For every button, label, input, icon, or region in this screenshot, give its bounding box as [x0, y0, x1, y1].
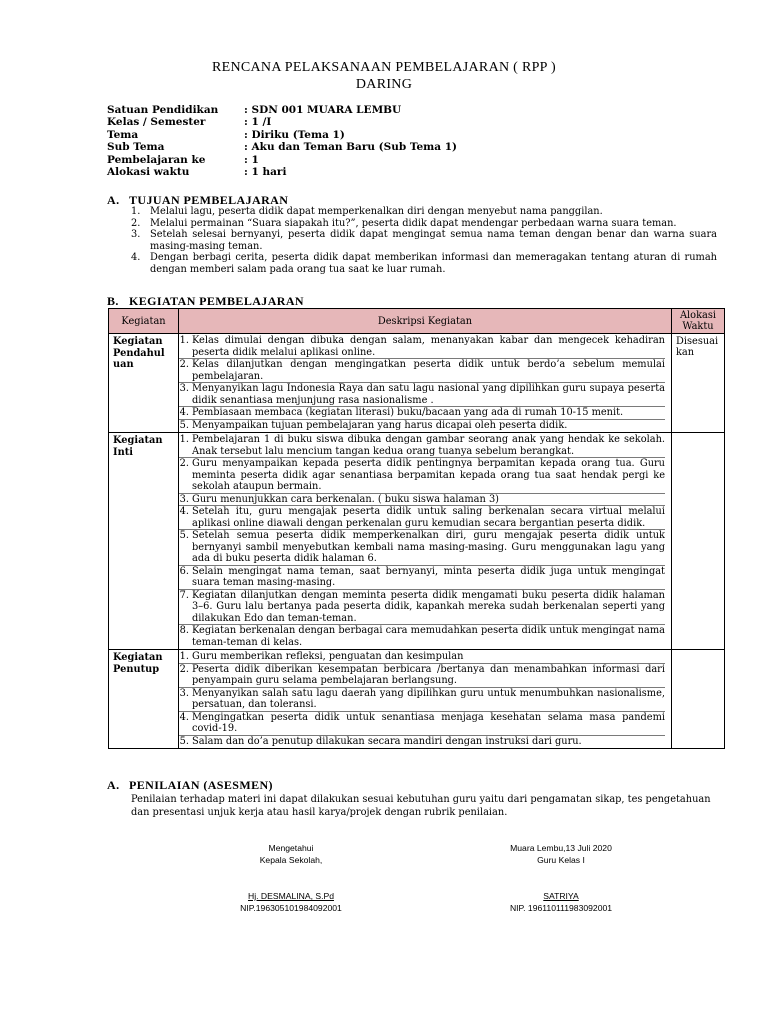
signatory-name-right: SATRIYA: [543, 891, 579, 901]
step-text: Kelas dilanjutkan dengan mengingatkan peserta didik untuk berdo’a sebelum memulai pembelajaran.: [192, 359, 665, 382]
identity-row: [107, 116, 457, 128]
step-text: Guru memberikan refleksi, penguatan dan kesimpulan: [192, 651, 464, 662]
phase-steps: [179, 334, 672, 433]
section-letter: A.: [107, 778, 120, 792]
signature-right-header: [486, 843, 636, 866]
signature-left-header: [216, 843, 366, 866]
alokasi-value: [672, 650, 725, 749]
step-number: 2.: [179, 359, 189, 370]
list-item: [131, 218, 717, 230]
step-text: Kegiatan berkenalan dengan berbagai cara memudahkan peserta didik untuk mengingat nama teman-teman di kelas.: [192, 625, 665, 648]
step-number: 4.: [179, 407, 189, 418]
step-number: 2.: [179, 458, 189, 469]
phase-label: Kegiatan Inti: [109, 433, 179, 650]
identity-value: : 1 /I: [244, 116, 272, 129]
step-number: 7.: [179, 589, 189, 601]
step-text: Guru menyampaikan kepada peserta didik pentingnya berpamitan kepada orang tua. Guru meminta peserta didik agar senantiasa berpamitan kepada orang tua saat hendak pergi ke sekolah ataupun bermain.: [192, 458, 665, 492]
identity-label: Sub Tema: [107, 141, 165, 154]
penilaian-paragraph: Penilaian terhadap materi ini dapat dilakukan sesuai kebutuhan guru yaitu dari pengamatan sikap, tes pengetahuan dan presentasi unjuk kerja atau hasil karya/projek dengan rubrik penilaian.: [131, 794, 711, 818]
table-row: [109, 650, 725, 749]
identity-label: Satuan Pendidikan: [107, 104, 219, 116]
step-item: [179, 590, 665, 626]
step-text: Kegiatan dilanjutkan dengan meminta peserta didik mengamati buku peserta didik halaman 3–6. Guru lalu bertanya pada peserta didik, kapankah mereka sudah berkenalan seperti yang dilakukan Edo dan teman-teman.: [192, 589, 665, 624]
identity-label: Kelas / Semester: [107, 116, 206, 129]
phase-label: Kegiatan Pendahul uan: [109, 334, 179, 433]
sign-left-line1: Mengetahui: [268, 843, 314, 853]
section-title: TUJUAN PEMBELAJARAN: [129, 193, 289, 207]
table-row: [109, 334, 725, 433]
step-text: Kelas dimulai dengan dibuka dengan salam, menanyakan kabar dan mengecek kehadiran peserta didik melalui aplikasi online.: [192, 335, 665, 358]
step-item: [179, 458, 665, 494]
kegiatan-table: [108, 308, 725, 749]
step-number: 3.: [179, 493, 189, 505]
step-text: Pembelajaran 1 di buku siswa dibuka dengan gambar seorang anak yang hendak ke sekolah. Anak tersebut lalu mencium tangan kedua orang tuanya sebelum berangkat.: [192, 434, 665, 457]
identity-label: Alokasi waktu: [107, 165, 190, 178]
step-number: 6.: [179, 565, 189, 577]
signatory-name-left: Hj. DESMALINA, S.Pd: [248, 891, 334, 901]
phase-steps: [179, 650, 672, 749]
identity-row: [107, 141, 457, 153]
header-alokasi: [672, 309, 725, 334]
identity-label: Tema: [107, 128, 139, 141]
step-item: [179, 566, 665, 590]
identity-block: [107, 104, 457, 178]
identity-value: : SDN 001 MUARA LEMBU: [244, 104, 402, 116]
list-item: [131, 206, 717, 218]
header-alokasi-line1: Alokasi: [679, 310, 717, 321]
step-number: 5.: [179, 530, 189, 541]
step-number: 2.: [179, 663, 189, 675]
step-number: 3.: [179, 383, 189, 394]
step-text: Salam dan do’a penutup dilakukan secara mandiri dengan instruksi dari guru.: [192, 735, 582, 747]
step-number: 1.: [179, 434, 189, 445]
step-text: Selain mengingat nama teman, saat bernyanyi, minta peserta didik juga untuk mengingat suara teman masing-masing.: [192, 565, 665, 588]
step-text: Peserta didik diberikan kesempatan berbicara /bertanya dan menambahkan informasi dari penyampain guru selama pembelajaran berlangsung.: [192, 663, 665, 686]
item-text: Setelah selesai bernyanyi, peserta didik dapat mengingat semua nama teman dengan benar dan warna suara masing-masing teman.: [150, 229, 717, 252]
sign-right-line2: Guru Kelas I: [537, 854, 585, 865]
item-number: 2.: [131, 217, 141, 229]
step-text: Setelah itu, guru mengajak peserta didik untuk saling berkenalan secara virtual melalui aplikasi online diawali dengan perkenalan guru kemudian secara bergantian peserta didik.: [192, 506, 665, 529]
table-header-row: [109, 309, 725, 334]
identity-value: : 1: [244, 153, 259, 166]
item-number: 3.: [131, 229, 141, 241]
item-text: Melalui lagu, peserta didik dapat memperkenalkan diri dengan menyebut nama panggilan.: [150, 206, 603, 217]
identity-value: : 1 hari: [244, 165, 287, 178]
item-number: 1.: [131, 206, 141, 217]
document-title: RENCANA PELAKSANAAN PEMBELAJARAN ( RPP ): [211, 60, 556, 75]
step-item: [179, 651, 665, 664]
header-kegiatan: Kegiatan: [109, 309, 179, 334]
alokasi-value: Disesuai kan: [672, 334, 725, 433]
signature-right-footer: [486, 891, 636, 914]
step-number: 5.: [179, 735, 189, 747]
step-item: [179, 530, 665, 566]
signature-left-footer: [216, 891, 366, 914]
phase-label: Kegiatan Penutup: [109, 650, 179, 749]
header-alokasi-line2: Waktu: [682, 321, 714, 332]
step-number: 3.: [179, 687, 189, 699]
identity-value: : Aku dan Teman Baru (Sub Tema 1): [244, 141, 457, 154]
item-text: Melalui permainan “Suara siapakah itu?”, peserta didik dapat mendengar perbedaan warna suara teman.: [150, 217, 677, 229]
list-item: [131, 252, 717, 275]
identity-row: [107, 104, 457, 116]
step-number: 5.: [179, 419, 189, 431]
identity-label: Pembelajaran ke: [107, 153, 206, 166]
step-item: [179, 383, 665, 407]
list-item: [131, 229, 717, 252]
section-heading-penilaian: [107, 778, 273, 793]
step-number: 4.: [179, 711, 189, 723]
step-text: Guru menunjukkan cara berkenalan. ( buku siswa halaman 3): [192, 493, 499, 505]
step-item: [179, 434, 665, 458]
step-item: [179, 359, 665, 383]
step-item: [179, 335, 665, 359]
header-deskripsi: Deskripsi Kegiatan: [179, 309, 672, 334]
step-number: 8.: [179, 625, 189, 636]
identity-row: [107, 166, 457, 178]
step-item: [179, 664, 665, 688]
alokasi-value: [672, 433, 725, 650]
document-subtitle: DARING: [355, 77, 413, 92]
step-item: [179, 407, 665, 420]
section-title: PENILAIAN (ASESMEN): [129, 778, 273, 792]
identity-value: : Diriku (Tema 1): [244, 128, 345, 141]
signatory-nip-right: NIP. 196110111983092001: [509, 902, 613, 913]
section-letter: B.: [107, 294, 119, 308]
sign-left-line2: Kepala Sekolah,: [259, 854, 323, 865]
sign-right-line1: Muara Lembu,13 Juli 2020: [510, 843, 612, 853]
step-number: 4.: [179, 506, 189, 517]
item-number: 4.: [131, 252, 141, 264]
identity-row: [107, 154, 457, 166]
step-item: [179, 494, 665, 507]
phase-steps: [179, 433, 672, 650]
step-text: Pembiasaan membaca (kegiatan literasi) buku/bacaan yang ada di rumah 10-15 menit.: [192, 407, 624, 418]
step-item: [179, 420, 665, 432]
section-letter: A.: [107, 193, 120, 207]
step-text: Menyampaikan tujuan pembelajaran yang harus dicapai oleh peserta didik.: [192, 419, 568, 431]
section-heading-kegiatan: [107, 294, 304, 309]
identity-row: [107, 129, 457, 141]
step-text: Menyanyikan salah satu lagu daerah yang dipilihkan guru untuk menumbuhkan nasionalisme, persatuan, dan toleransi.: [192, 687, 665, 710]
step-text: Menyanyikan lagu Indonesia Raya dan satu lagu nasional yang dipilihkan guru supaya peserta didik senantiasa menjunjung rasa nasionalisme .: [192, 383, 665, 406]
step-item: [179, 506, 665, 530]
section-title: KEGIATAN PEMBELAJARAN: [129, 294, 304, 308]
step-item: [179, 712, 665, 736]
step-item: [179, 736, 665, 748]
step-text: Setelah semua peserta didik memperkenalkan diri, guru mengajak peserta didik untuk bernyanyi sambil menyebutkan kembali nama masing-masing. Guru menggunakan lagu yang ada di buku peserta didik halaman 6.: [192, 530, 665, 564]
item-text: Dengan berbagi cerita, peserta didik dapat memberikan informasi dan memeragakan tentang aturan di rumah dengan memberi salam pada orang tua saat ke luar rumah.: [150, 252, 717, 275]
step-text: Mengingatkan peserta didik untuk senantiasa menjaga kesehatan selama masa pandemi covid-19.: [192, 711, 665, 734]
tujuan-list: [131, 206, 717, 276]
step-item: [179, 688, 665, 712]
table-row: [109, 433, 725, 650]
step-item: [179, 625, 665, 648]
step-number: 1.: [179, 651, 189, 662]
step-number: 1.: [179, 335, 189, 346]
signatory-nip-left: NIP.196305101984092001: [240, 902, 342, 913]
